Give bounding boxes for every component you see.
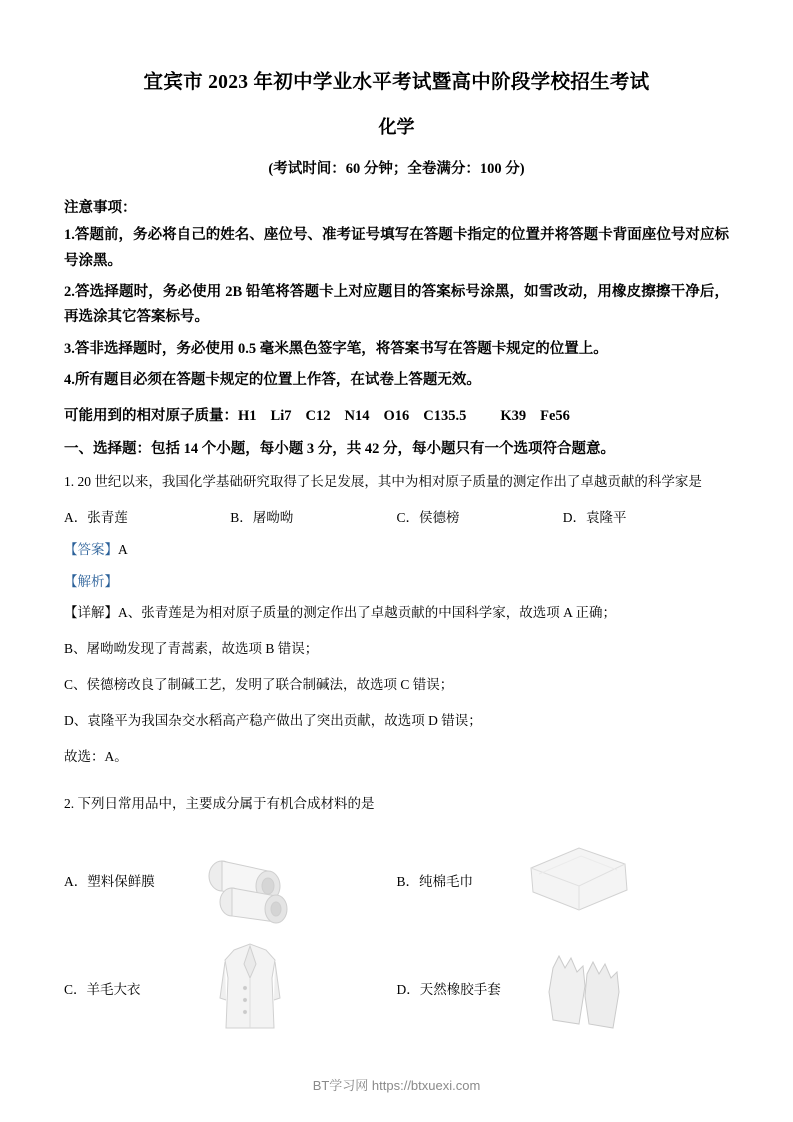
plastic-wrap-roll-image [176, 830, 326, 930]
question-1-options [64, 506, 729, 526]
question-2-option-c-label: C．羊毛大衣 [64, 982, 141, 998]
atomic-mass-li: Li7 [270, 407, 292, 424]
question-2-stem [64, 792, 729, 812]
question-2-option-b-label: B．纯棉毛巾 [396, 874, 474, 890]
rubber-gloves-image [509, 938, 659, 1038]
question-2-option-d[interactable] [397, 938, 730, 1038]
wool-coat-image [176, 938, 326, 1038]
question-1-detail-c: C、侯德榜改良了制碱工艺，发明了联合制碱法，故选项 C 错误； [64, 677, 454, 693]
section-heading-multiple-choice: 一、选择题：包括 14 个小题，每小题 3 分，共 42 分，每小题只有一个选项符合题意。 [64, 440, 615, 457]
atomic-mass-k: K39 [500, 407, 527, 424]
atomic-mass-cl: C135.5 [423, 407, 467, 424]
subject-title: 化学 [378, 117, 415, 138]
question-2-option-row-1 [64, 826, 729, 934]
notice-item-4: 4.所有题目必须在答题卡规定的位置上作答，在试卷上答题无效。 [64, 372, 481, 389]
question-1-detail-conclusion: 故选：A。 [64, 749, 128, 765]
question-2-option-row-2 [64, 934, 729, 1042]
atomic-mass-h: H1 [238, 407, 257, 424]
atomic-mass-c: C12 [305, 407, 331, 424]
page-title: 宜宾市 2023 年初中学业水平考试暨高中阶段学校招生考试 [143, 72, 650, 93]
question-2-text: 下列日常用品中，主要成分属于有机合成材料的是 [77, 796, 375, 812]
question-2-option-d-label: D．天然橡胶手套 [396, 982, 501, 998]
question-1-analysis-label: 【解析】 [64, 574, 118, 590]
question-2-number: 2. [64, 796, 75, 812]
notice-item-2: 2.答选择题时，务必使用 2B 铅笔将答题卡上对应题目的答案标号涂黑，如雪改动，用橡皮擦擦干净后，再选涂其它答案标号。 [64, 284, 729, 326]
question-2-option-a-label: A．塑料保鲜膜 [64, 874, 155, 890]
question-1-text: 20 世纪以来，我国化学基础研究取得了长足发展，其中为相对原子质量的测定作出了卓越贡献的科学家是 [77, 473, 702, 489]
notice-item-1: 1.答题前，务必将自己的姓名、座位号、准考证号填写在答题卡指定的位置并将答题卡背面座位号对应标号涂黑。 [64, 227, 729, 269]
question-1-option-b[interactable]: B．屠呦呦 [230, 510, 294, 526]
question-1-detail-a: 【详解】A、张青莲是为相对原子质量的测定作出了卓越贡献的中国科学家，故选项 A 正确； [64, 605, 617, 621]
footer-watermark: BT学习网 https://btxuexi.com [312, 1078, 481, 1093]
question-1-stem [64, 470, 729, 495]
question-1-number: 1. [64, 473, 75, 489]
answer-label: 【答案】 [64, 542, 118, 558]
notice-heading: 注意事项： [64, 200, 137, 217]
question-2-options [64, 826, 729, 1042]
notice-item-3: 3.答非选择题时，务必使用 0.5 毫米黑色签字笔，将答案书写在答题卡规定的位置上。 [64, 340, 608, 357]
question-2-option-a[interactable] [64, 830, 397, 930]
atomic-mass-o: O16 [383, 407, 410, 424]
answer-value: A [118, 542, 128, 558]
cotton-towel-image [509, 830, 659, 930]
question-2-option-c[interactable] [64, 938, 397, 1038]
question-1-option-a[interactable]: A．张青莲 [64, 510, 128, 526]
exam-meta: (考试时间：60 分钟；全卷满分：100 分) [268, 161, 525, 178]
atomic-mass-label: 可能用到的相对原子质量： [64, 407, 238, 424]
atomic-mass-n: N14 [344, 407, 370, 424]
question-2-option-b[interactable] [397, 830, 730, 930]
question-1-detail-d: D、袁隆平为我国杂交水稻高产稳产做出了突出贡献，故选项 D 错误； [64, 713, 482, 729]
question-1-answer [64, 538, 729, 558]
relative-atomic-mass-line [64, 404, 729, 425]
question-1-detail-b: B、屠呦呦发现了青蒿素，故选项 B 错误； [64, 641, 319, 657]
question-1-option-c[interactable]: C．侯德榜 [396, 510, 460, 526]
atomic-mass-fe: Fe56 [540, 407, 570, 424]
question-1-option-d[interactable]: D．袁隆平 [562, 510, 627, 526]
